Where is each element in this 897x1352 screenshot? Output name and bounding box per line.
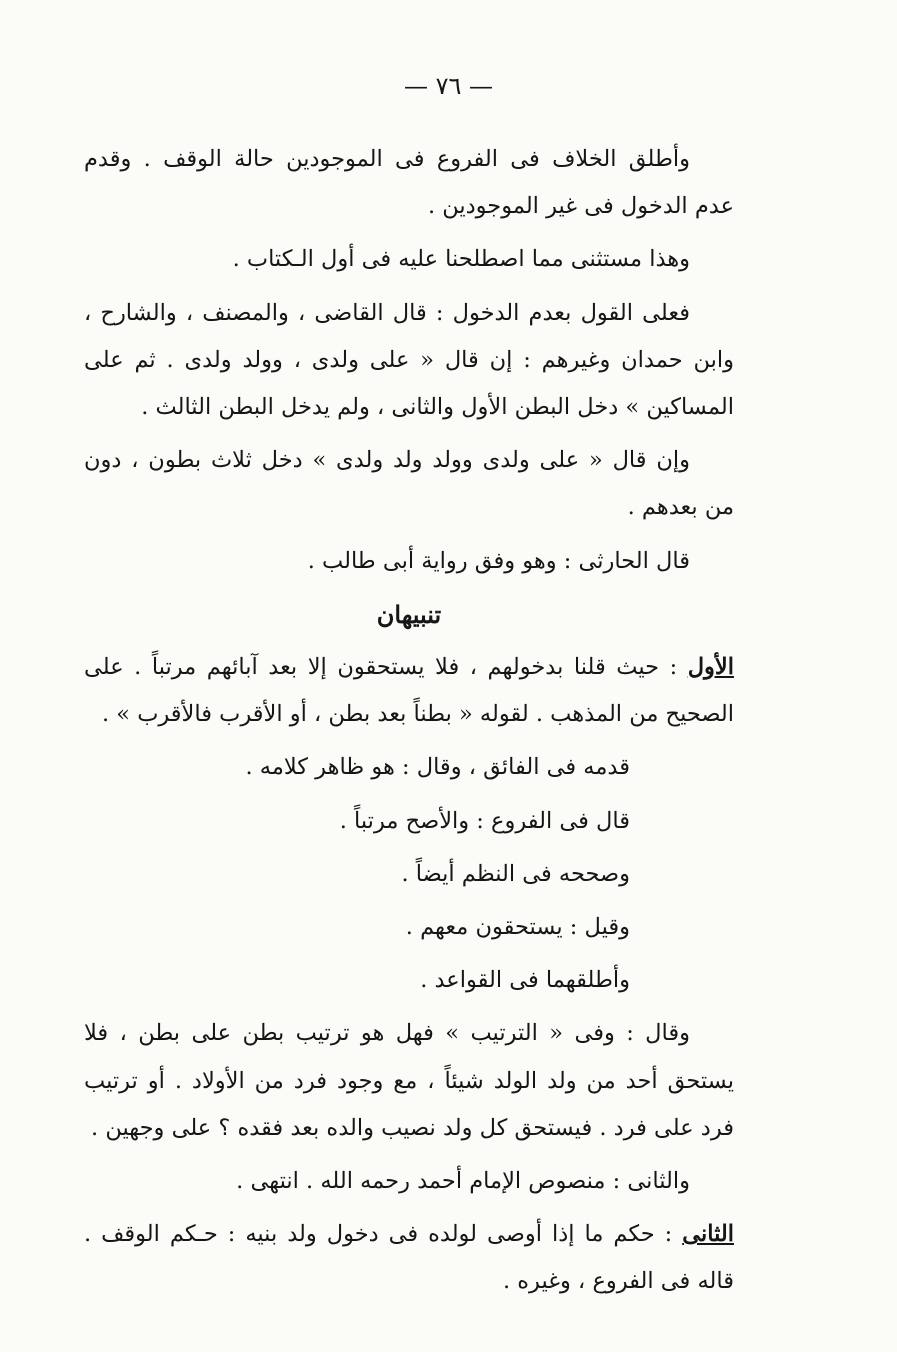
body-text xyxy=(84,136,734,1312)
second-note-text: : حكم ما إذا أوصى لولده فى دخول ولد بنيه : حـكم الوقف . قاله فى الفروع ، وغيره . xyxy=(84,1221,734,1295)
line-item: وقيل : يستحقون معهم . xyxy=(405,914,630,941)
paragraph: وقال : وفى « الترتيب » فهل هو ترتيب بطن على بطن ، فلا يستحق أحد من ولد الولد شيئاً ، مع وجود فرد من الأولاد . أو ترتيب فرد على فرد . فيستحق كل ولد نصيب والده بعد فقده ؟ على وجهين . xyxy=(84,1020,734,1141)
paragraph: وإن قال « على ولدى وولد ولد ولدى » دخل ثلاث بطون ، دون من بعدهم . xyxy=(84,447,734,521)
first-note-text: : حيث قلنا بدخولهم ، فلا يستحقون إلا بعد آبائهم مرتباً . على الصحيح من المذهب . لقوله « بطناً بعد بطن ، أو الأقرب فالأقرب » . xyxy=(84,654,734,728)
second-note xyxy=(84,1211,734,1305)
paragraph: وهذا مستثنى مما اصطلحنا عليه فى أول الـكتاب . xyxy=(232,246,690,273)
first-note xyxy=(84,644,734,738)
paragraph: والثانى : منصوص الإمام أحمد رحمه الله . انتهى . xyxy=(236,1168,690,1195)
paragraph: فعلى القول بعدم الدخول : قال القاضى ، والمصنف ، والشارح ، وابن حمدان وغيرهم : إن قال « على ولدى ، وولد ولدى . ثم على المساكين » دخل البطن الأول والثانى ، ولم يدخل البطن الثالث . xyxy=(84,299,734,421)
line-item: وصححه فى النظم أيضاً . xyxy=(401,860,630,887)
paragraph: قال الحارثى : وهو وفق رواية أبى طالب . xyxy=(307,547,690,574)
paragraph: وأطلق الخلاف فى الفروع فى الموجودين حالة الوقف . وقدم عدم الدخول فى غير الموجودين . xyxy=(84,146,734,220)
first-note-lead: الأول xyxy=(687,654,734,681)
section-heading: تنبيهان xyxy=(376,599,442,629)
line-item: قال فى الفروع : والأصح مرتباً . xyxy=(339,807,630,834)
second-note-lead: الثانى xyxy=(682,1221,734,1248)
line-item: قدمه فى الفائق ، وقال : هو ظاهر كلامه . xyxy=(245,754,630,781)
page-number: — ٧٦ — xyxy=(403,72,494,100)
line-item: وأطلقهما فى القواعد . xyxy=(420,967,630,994)
